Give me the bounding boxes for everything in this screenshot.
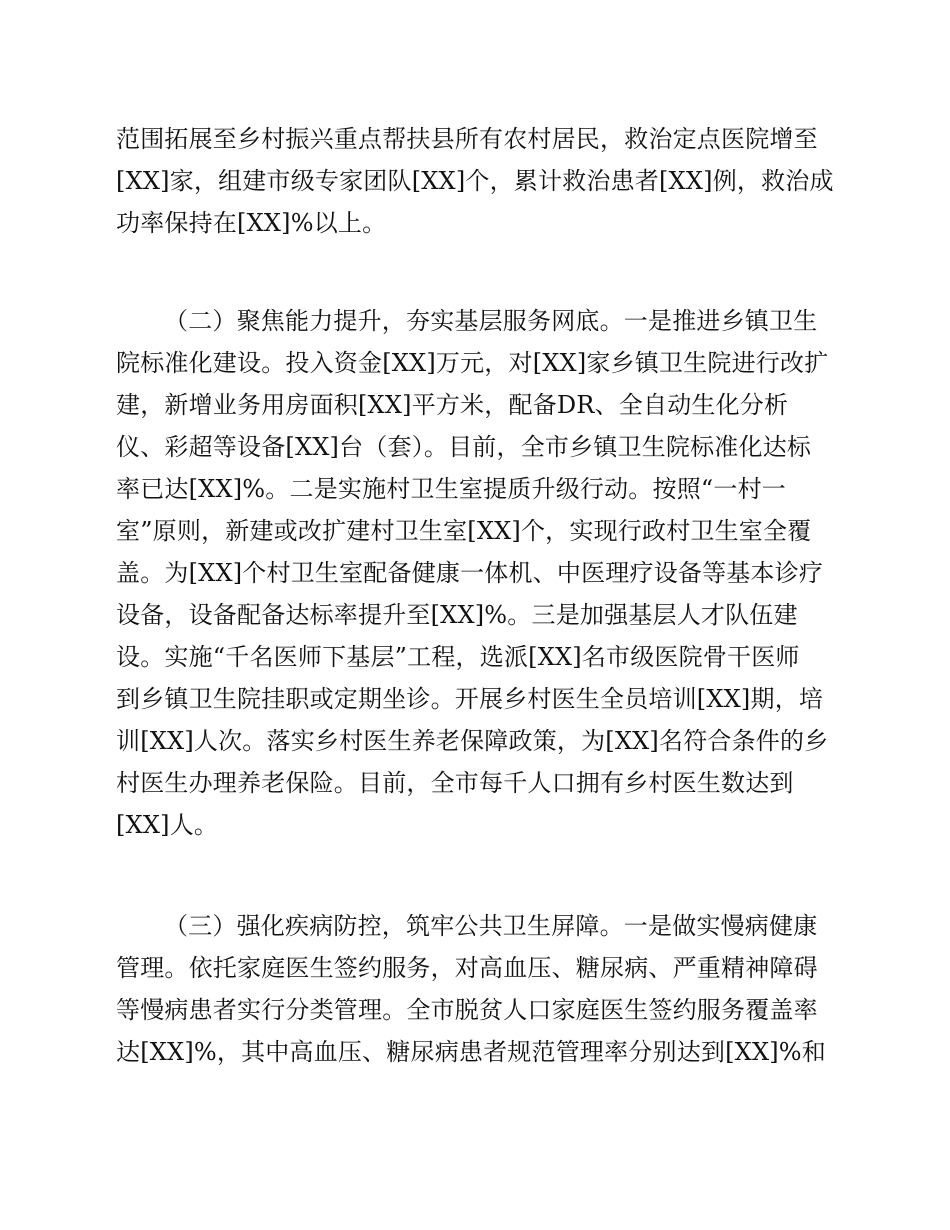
text-line: 设。实施“千名医师下基层”工程，选派[XX]名市级医院骨干医师 bbox=[116, 643, 800, 671]
text-line: 率已达[XX]%。二是实施村卫生室提质升级行动。按照“一村一 bbox=[116, 475, 786, 503]
text-line: 建，新增业务用房面积[XX]平方米，配备DR、全自动生化分析 bbox=[116, 391, 789, 419]
text-line: 院标准化建设。投入资金[XX]万元，对[XX]家乡镇卫生院进行改扩 bbox=[116, 349, 829, 377]
text-line: 训[XX]人次。落实乡村医生养老保障政策，为[XX]名符合条件的乡 bbox=[116, 727, 829, 755]
text-line: [XX]人。 bbox=[116, 811, 219, 839]
paragraph-section-2 bbox=[116, 300, 836, 846]
text-line: （二）聚焦能力提升，夯实基层服务网底。一是推进乡镇卫生 bbox=[164, 307, 818, 335]
text-line: （三）强化疾病防控，筑牢公共卫生屏障。一是做实慢病健康 bbox=[164, 912, 818, 940]
text-line: [XX]家，组建市级专家团队[XX]个，累计救治患者[XX]例，救治成 bbox=[116, 167, 834, 195]
text-line: 管理。依托家庭医生签约服务，对高血压、糖尿病、严重精神障碍 bbox=[116, 954, 818, 982]
paragraph-section-3 bbox=[116, 905, 836, 1073]
text-line: 功率保持在[XX]%以上。 bbox=[116, 209, 387, 237]
text-line: 村医生办理养老保险。目前，全市每千人口拥有乡村医生数达到 bbox=[116, 769, 794, 797]
text-line: 室”原则，新建或改扩建村卫生室[XX]个，实现行政村卫生室全覆 bbox=[116, 517, 812, 545]
text-line: 盖。为[XX]个村卫生室配备健康一体机、中医理疗设备等基本诊疗 bbox=[116, 559, 824, 587]
paragraph-continuation bbox=[116, 118, 836, 244]
text-line: 范围拓展至乡村振兴重点帮扶县所有农村居民，救治定点医院增至 bbox=[116, 125, 818, 153]
text-line: 到乡镇卫生院挂职或定期坐诊。开展乡村医生全员培训[XX]期，培 bbox=[116, 685, 824, 713]
text-line: 仪、彩超等设备[XX]台（套）。目前，全市乡镇卫生院标准化达标 bbox=[116, 433, 812, 461]
text-line: 等慢病患者实行分类管理。全市脱贫人口家庭医生签约服务覆盖率 bbox=[116, 996, 818, 1024]
text-line: 达[XX]%，其中高血压、糖尿病患者规范管理率分别达到[XX]%和 bbox=[116, 1038, 827, 1066]
text-line: 设备，设备配备达标率提升至[XX]%。三是加强基层人才队伍建 bbox=[116, 601, 798, 629]
